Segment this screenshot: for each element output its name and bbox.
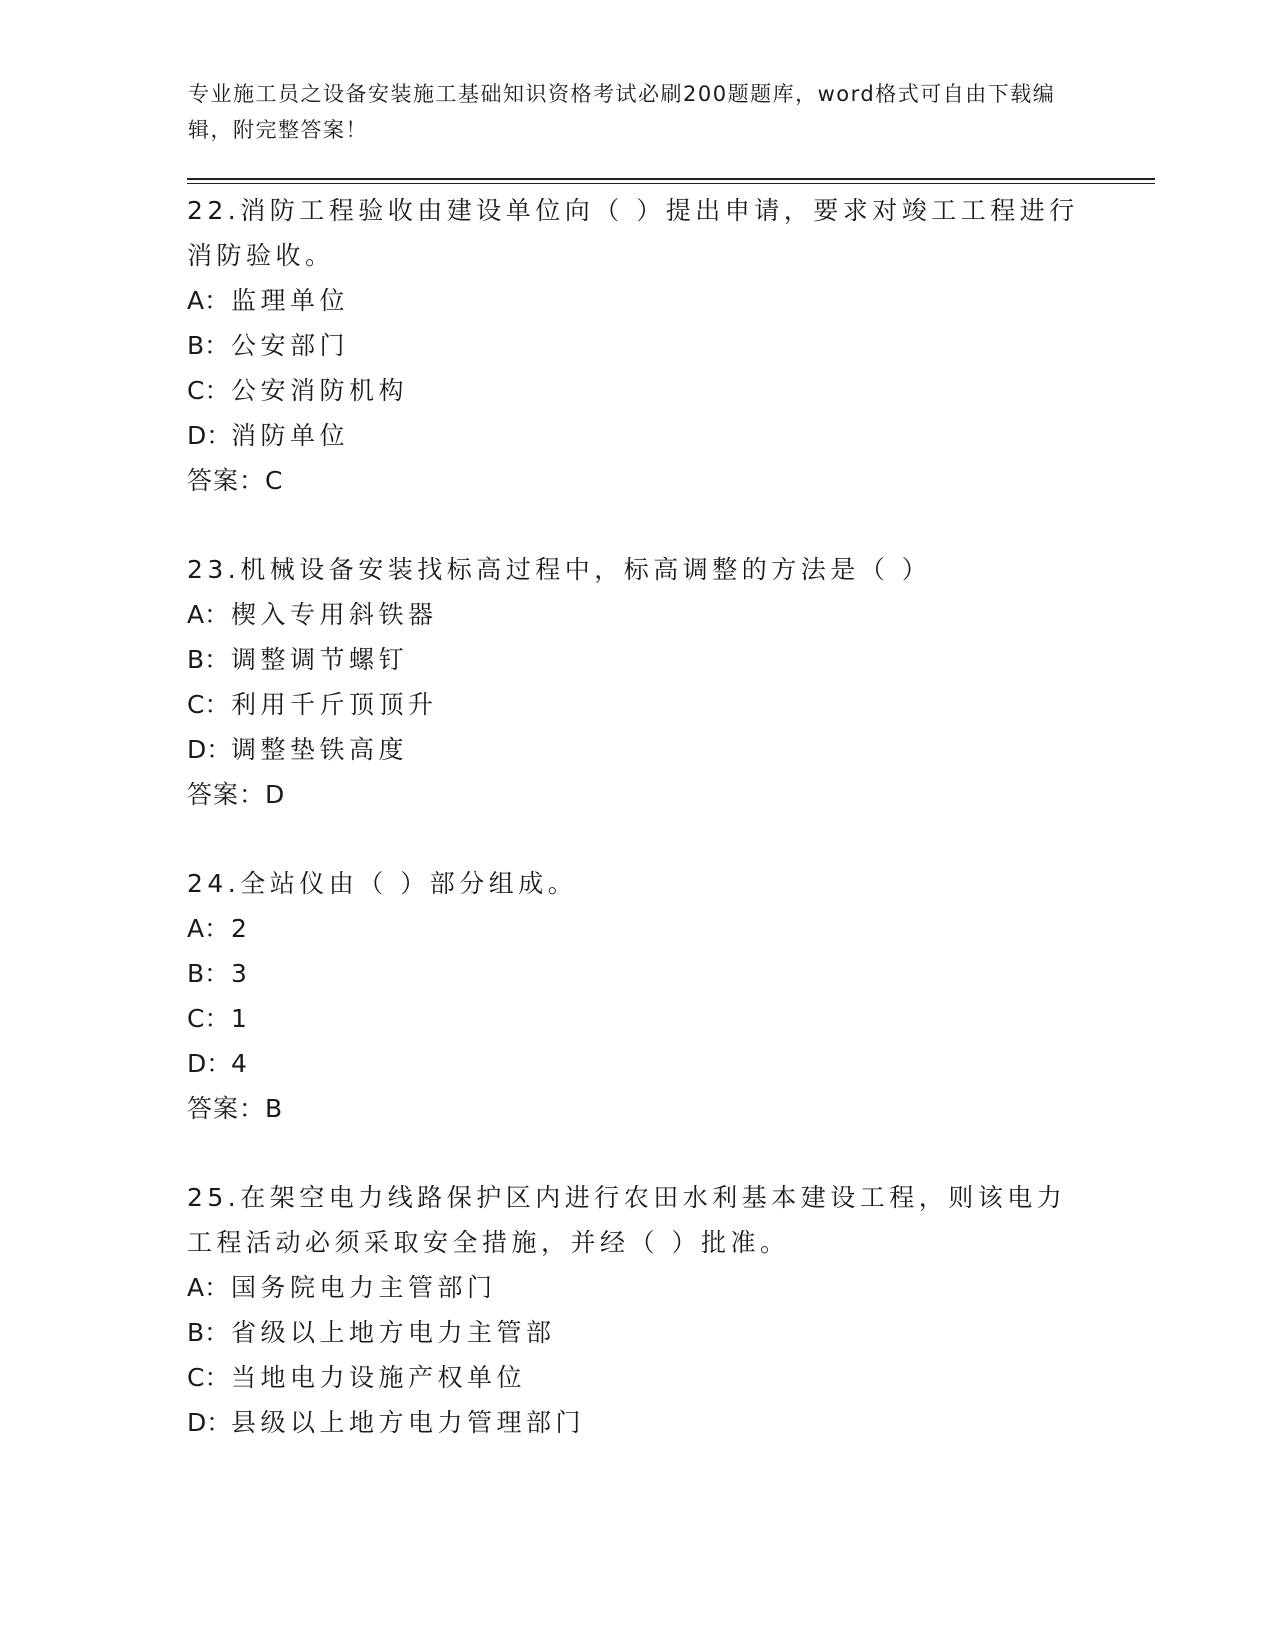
option-letter: C： xyxy=(187,376,230,405)
option-a xyxy=(187,906,1087,951)
answer-line: 答案：C xyxy=(187,466,284,495)
option-c xyxy=(187,682,1087,727)
option-text: 4 xyxy=(231,1049,252,1078)
question-25 xyxy=(187,1175,1087,1445)
option-c xyxy=(187,368,1087,413)
option-text: 1 xyxy=(231,1004,252,1033)
question-text: 23.机械设备安装找标高过程中，标高调整的方法是（ ） xyxy=(187,555,932,584)
question-23 xyxy=(187,547,1087,817)
option-text: 消防单位 xyxy=(231,421,350,450)
option-letter: A： xyxy=(187,914,230,943)
option-text: 楔入专用斜铁器 xyxy=(231,600,438,629)
option-letter: D： xyxy=(187,735,232,764)
header-divider xyxy=(187,178,1155,184)
document-header: 专业施工员之设备安装施工基础知识资格考试必刷200题题库，word格式可自由下载编辑，附完整答案！ xyxy=(188,82,1056,142)
option-text: 国务院电力主管部门 xyxy=(231,1273,497,1302)
option-d xyxy=(187,1400,1087,1445)
option-text: 当地电力设施产权单位 xyxy=(231,1363,527,1392)
option-d xyxy=(187,1041,1087,1086)
option-a xyxy=(187,1265,1087,1310)
answer-line: 答案：D xyxy=(187,780,286,809)
option-letter: D： xyxy=(187,1049,232,1078)
option-a xyxy=(187,278,1087,323)
answer-line: 答案：B xyxy=(187,1094,284,1123)
option-letter: B： xyxy=(187,645,230,674)
option-text: 利用千斤顶顶升 xyxy=(231,690,438,719)
option-text: 公安部门 xyxy=(231,331,350,360)
option-letter: B： xyxy=(187,1318,230,1347)
option-text: 2 xyxy=(231,914,252,943)
option-letter: B： xyxy=(187,959,230,988)
question-22 xyxy=(187,188,1087,503)
option-b xyxy=(187,637,1087,682)
option-letter: A： xyxy=(187,1273,230,1302)
option-letter: C： xyxy=(187,1004,230,1033)
option-text: 省级以上地方电力主管部 xyxy=(231,1318,556,1347)
option-d xyxy=(187,727,1087,772)
option-c xyxy=(187,996,1087,1041)
option-b xyxy=(187,1310,1087,1355)
option-letter: D： xyxy=(187,421,232,450)
option-letter: A： xyxy=(187,286,230,315)
option-letter: B： xyxy=(187,331,230,360)
option-text: 县级以上地方电力管理部门 xyxy=(231,1408,586,1437)
option-text: 3 xyxy=(231,959,252,988)
option-letter: A： xyxy=(187,600,230,629)
question-text: 25.在架空电力线路保护区内进行农田水利基本建设工程，则该电力工程活动必须采取安全措施，并经（ ）批准。 xyxy=(187,1183,1067,1257)
option-b xyxy=(187,951,1087,996)
option-text: 监理单位 xyxy=(231,286,350,315)
option-b xyxy=(187,323,1087,368)
option-c xyxy=(187,1355,1087,1400)
option-text: 调整调节螺钉 xyxy=(231,645,409,674)
option-d xyxy=(187,413,1087,458)
question-24 xyxy=(187,861,1087,1131)
option-letter: D： xyxy=(187,1408,232,1437)
option-letter: C： xyxy=(187,1363,230,1392)
question-list xyxy=(187,188,1087,1489)
option-text: 公安消防机构 xyxy=(231,376,409,405)
question-text: 22.消防工程验收由建设单位向（ ）提出申请，要求对竣工工程进行消防验收。 xyxy=(187,196,1079,270)
option-letter: C： xyxy=(187,690,230,719)
question-text: 24.全站仪由（ ）部分组成。 xyxy=(187,869,578,898)
option-a xyxy=(187,592,1087,637)
option-text: 调整垫铁高度 xyxy=(231,735,409,764)
